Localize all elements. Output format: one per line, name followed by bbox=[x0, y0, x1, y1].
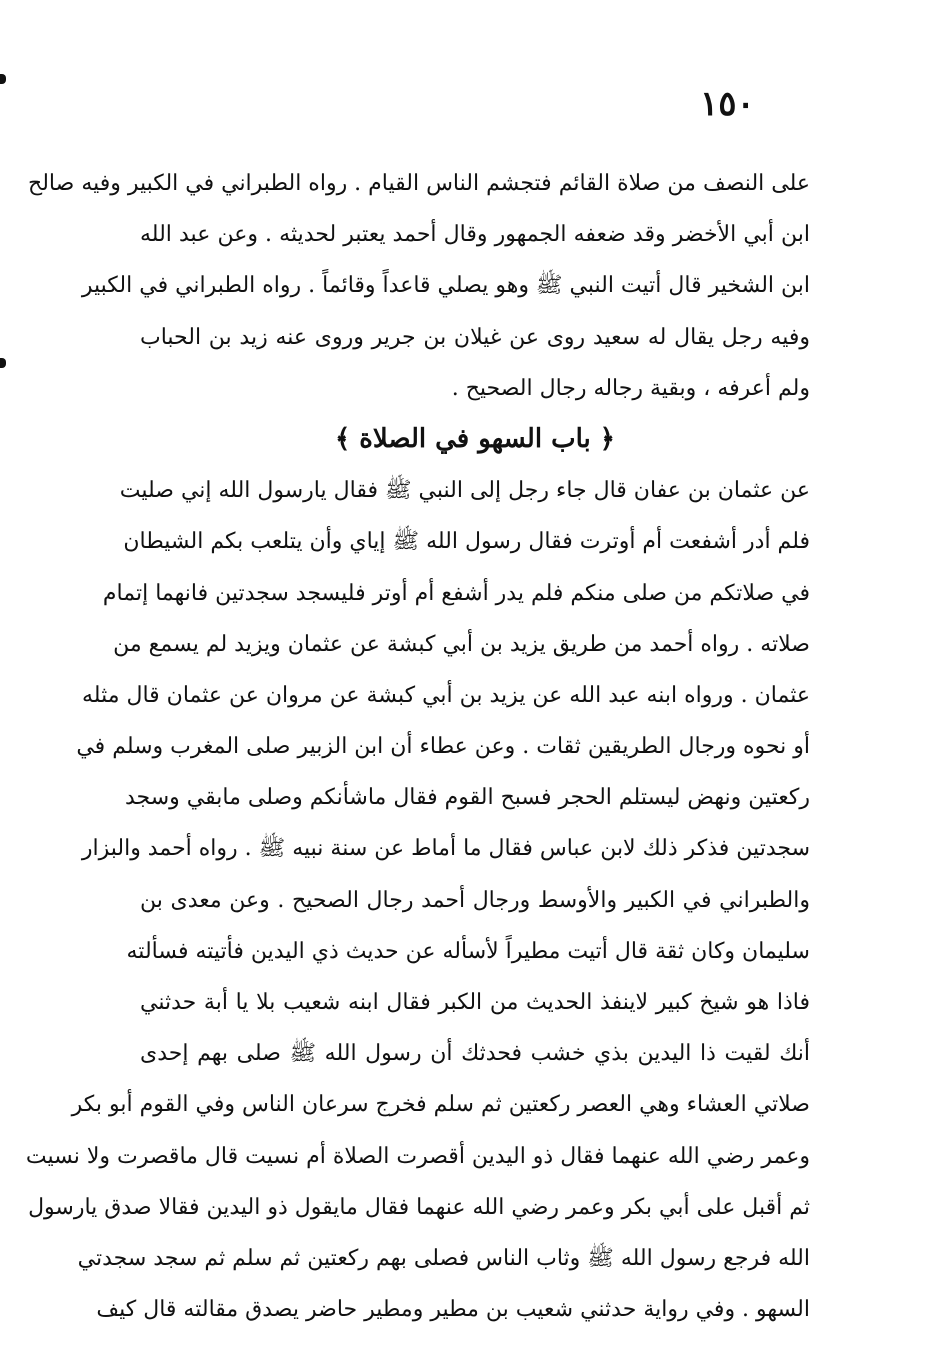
text-line: أنك لقيت ذا اليدين بذي خشب فحدثك أن رسول الله ﷺ صلى بهم إحدى bbox=[140, 1041, 810, 1067]
text-line: عن عثمان بن عفان قال جاء رجل إلى النبي ﷺ فقال يارسول الله إني صليت bbox=[119, 478, 810, 504]
text-line: في صلاتكم من صلى منكم فلم يدر أشفع أم أوتر فليسجد سجدتين فانهما إتمام bbox=[102, 580, 810, 606]
text-line: على النصف من صلاة القائم فتجشم الناس القيام . رواه الطبراني في الكبير وفيه صالح bbox=[28, 171, 810, 196]
text-line: ثم أقبل على أبي بكر وعمر رضي الله عنهما فقال مايقول ذو اليدين فقالا صدق يارسول bbox=[28, 1194, 810, 1220]
text-line: أو نحوه ورجال الطريقين ثقات . وعن عطاء أن ابن الزبير صلى المغرب وسلم في bbox=[76, 734, 810, 760]
body-text bbox=[25, 158, 810, 1335]
text-line: صلاته . رواه أحمد من طريق يزيد بن أبي كبشة عن عثمان ويزيد لم يسمع من bbox=[113, 631, 810, 657]
text-line: الله فرجع رسول الله ﷺ وثاب الناس فصلى بهم ركعتين ثم سلم ثم سجد سجدتي bbox=[77, 1245, 810, 1271]
text-line: عثمان . ورواه ابنه عبد الله عن يزيد بن أبي كبشة عن مروان عن عثمان قال مثله bbox=[81, 682, 810, 708]
text-line: ابن أبي الأخضر وقد ضعفه الجمهور وقال أحمد يعتبر لحديثه . وعن عبد الله bbox=[140, 222, 810, 248]
text-line: والطبراني في الكبير والأوسط ورجال أحمد رجال الصحيح . وعن معدى بن bbox=[140, 887, 810, 913]
text-line: السهو . وفي رواية حدثني شعيب بن مطير ومطير حاضر يصدق مقالته قال كيف bbox=[96, 1297, 810, 1323]
text-line: وعمر رضي الله عنهما فقال ذو اليدين أقصرت الصلاة أم نسيت قال ماقصرت ولا نسيت bbox=[25, 1143, 810, 1169]
text-line: وفيه رجل يقال له سعيد روى عن غيلان بن جرير وروى عنه زيد بن الحباب bbox=[140, 324, 810, 350]
text-line: ركعتين ونهض ليستلم الحجر فسبح القوم فقال ماشأنكم وصلى مابقي وسجد bbox=[125, 785, 810, 811]
margin-ink-mark bbox=[0, 358, 6, 368]
text-line: سليمان وكان ثقة قال أتيت مطيراً لأسأله عن حديث ذي اليدين فأتيته فسألته bbox=[126, 938, 810, 964]
text-line: سجدتين فذكر ذلك لابن عباس فقال ما أماط عن سنة نبيه ﷺ . رواه أحمد والبزار bbox=[81, 836, 810, 862]
text-line: فلم أدر أشفعت أم أوترت فقال رسول الله ﷺ إياي وأن يتلعب بكم الشيطان bbox=[123, 529, 810, 555]
page-number: ١٥٠ bbox=[700, 84, 755, 124]
section-heading: ﴿ باب السهو في الصلاة ﴾ bbox=[334, 423, 616, 454]
margin-ink-mark bbox=[0, 74, 6, 84]
text-line: ابن الشخير قال أتيت النبي ﷺ وهو يصلي قاعداً وقائماً . رواه الطبراني في الكبير bbox=[81, 273, 810, 299]
text-line: فاذا هو شيخ كبير لاينفذ الحديث من الكبر فقال ابنه شعيب بلا يا أبة حدثني bbox=[140, 990, 810, 1015]
text-line: صلاتي العشاء وهي العصر ركعتين ثم سلم فخرج سرعان الناس وفي القوم أبو بكر bbox=[71, 1092, 810, 1118]
text-line: ولم أعرفه ، وبقية رجاله رجال الصحيح . bbox=[451, 375, 810, 401]
